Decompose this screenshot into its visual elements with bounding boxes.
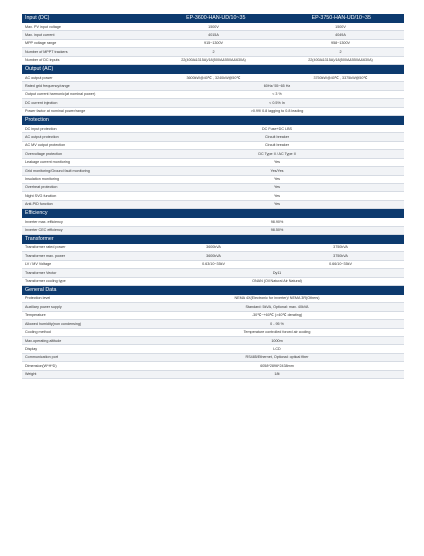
spec-value: 3750kW@40℃ , 3375kW@50℃ <box>313 75 368 80</box>
spec-value-shared: Yes <box>273 202 280 207</box>
spec-value: 1500V <box>208 24 219 29</box>
section-title: Input (DC) <box>25 15 50 21</box>
model-column-header: EP-3600-HAN-UD/10~35 <box>186 15 246 21</box>
spec-label: Power factor at nominal power/range <box>25 109 86 114</box>
spec-label: AC MV output protection <box>25 143 66 148</box>
spec-label: Max. input current <box>25 32 55 37</box>
spec-label: Overheat protection <box>25 185 58 190</box>
spec-label: Max.operating altitude <box>25 338 62 343</box>
spec-label: Grid monitoring/Ground fault monitoring <box>25 168 90 173</box>
spec-value: 22(400A&315A)/18(500A&550A&630A) <box>308 58 373 63</box>
spec-value: 2 <box>339 49 342 54</box>
spec-value: 1500V <box>335 24 346 29</box>
datasheet-table <box>22 14 404 379</box>
spec-label: Max. PV input voltage <box>25 24 61 29</box>
spec-value-shared: 0 - 95 % <box>270 321 284 326</box>
spec-value: 3600kW@40℃ , 3240kW@50℃ <box>186 75 241 80</box>
spec-value-shared: 1000m <box>271 338 283 343</box>
model-column-header: EP-3750-HAN-UD/10~35 <box>311 15 371 21</box>
spec-label: Protection level <box>25 296 51 301</box>
spec-row-transformer-cooling-type <box>22 278 404 286</box>
spec-value-shared: Standard: 5kVA, Optional: max. 40kVA <box>245 304 309 309</box>
spec-row-number-of-dc-inputs <box>22 57 404 65</box>
spec-value: 22(400A&315A)/18(500A&550A&630A) <box>181 58 246 63</box>
spec-label: Weight <box>25 372 37 377</box>
spec-label: Insulation monitoring <box>25 177 60 181</box>
spec-label: Inverter max. efficiency <box>25 219 63 224</box>
section-title: Efficiency <box>25 210 48 217</box>
section-title: General Data <box>25 286 57 293</box>
spec-value-shared: Yes/Yes <box>270 168 284 173</box>
spec-label: Inverter CEC efficiency <box>25 228 63 233</box>
spec-label: Anti-PID function <box>25 202 53 207</box>
spec-value-shared: DC Fuse+DC LBS <box>261 126 293 131</box>
spec-value: 0.66/10~35kV <box>329 262 352 267</box>
spec-label: AC output protection <box>25 134 59 139</box>
spec-value: 3600kVA <box>206 253 221 258</box>
spec-label: Cooling method <box>25 330 51 335</box>
section-title: Transformer <box>25 235 54 242</box>
spec-label: Output current harmonic(at nominal power) <box>25 92 96 97</box>
spec-label: Allowed humidity(non condensing) <box>25 321 82 326</box>
spec-value: 3750kVA <box>333 253 348 258</box>
spec-label: LV / MV Voltage <box>25 262 52 267</box>
spec-label: DC input protection <box>25 126 57 131</box>
spec-value: 3750kVA <box>333 245 348 250</box>
spec-value-shared: Yes <box>273 177 280 181</box>
spec-label: Rated grid frequency/range <box>25 83 70 88</box>
spec-row-weight <box>22 371 404 379</box>
spec-value-shared: -30℃~+60℃ (>40℃ derating) <box>251 313 303 318</box>
spec-value-shared: >0.99/ 0.8 lagging to 0.8 leading <box>250 109 304 114</box>
spec-value: 0.63/10~35kV <box>202 262 225 267</box>
section-title: Protection <box>25 117 49 124</box>
spec-value-shared: NEMA 4X(Electronic for inverter)/ NEMA 3R(Others) <box>234 296 320 301</box>
spec-value-shared: DC Type II / AC Type II <box>258 151 296 156</box>
spec-value-shared: LCD <box>273 346 281 351</box>
spec-label: Overvoltage protection <box>25 151 63 156</box>
spec-row-anti-pid-function <box>22 201 404 209</box>
spec-value-shared: Circuit breaker <box>265 143 289 148</box>
spec-value-shared: 98.50% <box>270 228 284 233</box>
spec-value-shared: ONAN (Oil Natural Air Natural) <box>252 279 302 284</box>
spec-value-shared: Circuit breaker <box>265 134 289 139</box>
spec-value-shared: Yes <box>273 193 280 198</box>
spec-value-shared: < 0.5% In <box>269 100 285 105</box>
spec-value-shared: Temperature controlled forced air cooling <box>243 330 311 335</box>
spec-label: MPP voltage range <box>25 41 57 46</box>
spec-label: Auxiliary power supply <box>25 304 62 309</box>
spec-label: DC current injection <box>25 100 58 105</box>
spec-value: 958~1300V <box>331 41 350 46</box>
spec-value: 4015A <box>208 32 219 37</box>
spec-label: Temperature <box>25 313 46 318</box>
spec-label: Dimension(W*H*D) <box>25 363 57 368</box>
spec-row-inverter-cec-efficiency <box>22 227 404 235</box>
spec-label: Transformer max. power <box>25 253 66 258</box>
spec-label: Number of DC inputs <box>25 58 60 63</box>
spec-value: 2 <box>212 49 215 54</box>
spec-label: Display <box>25 346 38 351</box>
spec-value-shared: 98.90% <box>270 219 284 224</box>
spec-value: 3600kVA <box>206 245 221 250</box>
spec-label: Transformer cooling type <box>25 279 66 284</box>
spec-value-shared: 6058*2896*2438mm <box>260 363 294 368</box>
spec-value-shared: Dy11 <box>272 270 282 275</box>
spec-value: 915~1300V <box>204 41 223 46</box>
spec-label: Transformer rated power <box>25 245 66 250</box>
spec-label: Number of MPPT trackers <box>25 49 68 54</box>
spec-row-power-factor-at-nominal-power-range <box>22 108 404 116</box>
spec-value-shared: 18t <box>274 372 280 377</box>
section-title: Output (AC) <box>25 66 54 73</box>
spec-value-shared: Yes <box>273 160 280 165</box>
spec-value-shared: < 3 % <box>272 92 282 97</box>
spec-label: Transformer Vector <box>25 270 57 275</box>
spec-label: Communication port <box>25 355 58 360</box>
spec-value-shared: Yes <box>273 185 280 190</box>
spec-label: AC output power <box>25 75 53 80</box>
spec-value-shared: RS485/Ethernet, Optional: optical fiber <box>245 355 309 360</box>
spec-value: 4049A <box>335 32 346 37</box>
spec-label: Leakage current monitoring <box>25 160 70 165</box>
spec-value-shared: 60Hz/ 55~65 Hz <box>263 83 291 88</box>
spec-label: Night SVG function <box>25 193 57 198</box>
